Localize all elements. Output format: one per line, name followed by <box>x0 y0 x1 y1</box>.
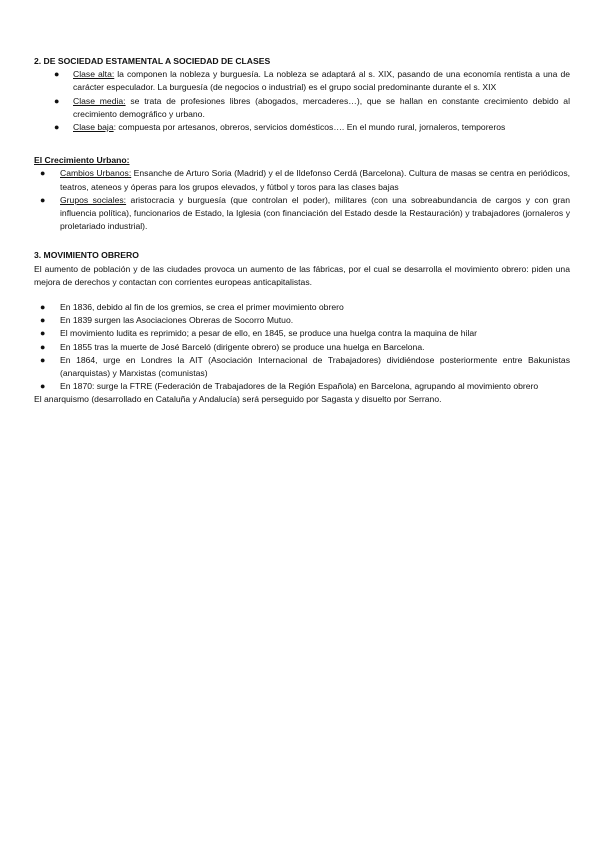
document-body <box>34 55 570 407</box>
list-item <box>34 301 570 314</box>
bullet-icon: ● <box>40 168 46 179</box>
list-item <box>34 341 570 354</box>
item-text: aristocracia y burguesía (que controlan el poder), militares (con una sobreabundancia de cargos y con gran influencia política), funcionarios de Estado, la Iglesia (con financiación del Estado desde la Restauración) y trabajadores (jornaleros y proletariado industrial). <box>60 194 570 232</box>
bullet-icon: ● <box>54 95 60 106</box>
bullet-icon: ● <box>40 341 46 352</box>
bullet-icon: ● <box>54 69 60 80</box>
bullet-icon: ● <box>40 328 46 339</box>
item-text: Ensanche de Arturo Soria (Madrid) y el de Ildefonso Cerdá (Barcelona). Cultura de masas se centra en periódicos, teatros, ateneos y óperas para los grupos elevados, y fútbol y toros para las clases bajas <box>60 168 571 192</box>
list-item <box>34 95 570 121</box>
item-text: En 1855 tras la muerte de José Barceló (dirigente obrero) se produce una huelga en Barcelona. <box>60 341 425 352</box>
item-term: Cambios Urbanos: <box>60 168 132 179</box>
list-item <box>34 314 570 327</box>
list-item <box>34 121 570 134</box>
social-classes-list <box>34 68 570 134</box>
section-3-intro: El aumento de población y de las ciudades provoca un aumento de las fábricas, por el cual se desarrolla el movimiento obrero: piden una mejora de derechos y contactan con corrientes europeas anticapitalistas. <box>34 263 570 287</box>
workers-movement-list <box>34 301 570 393</box>
item-text: : compuesta por artesanos, obreros, servicios domésticos…. En el mundo rural, jornaleros, temporeros <box>113 122 506 133</box>
item-text: se trata de profesiones libres (abogados, mercaderes…), que se hallan en constante crecimiento debido al crecimiento demográfico y urbano. <box>73 95 570 119</box>
list-item <box>34 68 570 94</box>
list-item <box>34 194 570 234</box>
item-text: En 1839 surgen las Asociaciones Obreras de Socorro Mutuo. <box>60 315 294 326</box>
item-text: En 1864, urge en Londres la AIT (Asociación Internacional de Trabajadores) dividiéndose posteriormente entre Bakunistas (anarquistas) y Marxistas (comunistas) <box>60 354 570 379</box>
urban-growth-list <box>34 167 570 233</box>
item-text: El movimiento ludita es reprimido; a pesar de ello, en 1845, se produce una huelga contra la maquina de hilar <box>60 328 478 339</box>
bullet-icon: ● <box>54 122 60 133</box>
section-2-heading: 2. DE SOCIEDAD ESTAMENTAL A SOCIEDAD DE CLASES <box>34 56 271 66</box>
item-text: En 1836, debido al fin de los gremios, se crea el primer movimiento obrero <box>60 302 344 313</box>
list-item <box>34 327 570 340</box>
urban-growth-heading: El Crecimiento Urbano: <box>34 155 130 166</box>
item-term: Clase media: <box>73 95 126 106</box>
item-term: Clase alta: <box>73 69 115 80</box>
item-term: Clase baja <box>73 122 114 133</box>
list-item <box>34 354 570 380</box>
bullet-icon: ● <box>40 354 46 365</box>
list-item <box>34 380 570 393</box>
bullet-icon: ● <box>40 315 46 326</box>
section-3-closing: El anarquismo (desarrollado en Cataluña y Andalucía) será perseguido por Sagasta y disuelto por Serrano. <box>34 394 442 405</box>
list-item <box>34 167 570 193</box>
bullet-icon: ● <box>40 381 46 392</box>
item-text: la componen la nobleza y burguesía. La nobleza se adaptará al s. XIX, pasando de una economía rentista a una de carácter especulador. La burguesía (de negocios o industrial) es el grupo social predominante durante el s. XIX <box>73 69 571 93</box>
bullet-icon: ● <box>40 302 46 313</box>
item-text: En 1870: surge la FTRE (Federación de Trabajadores de la Región Española) en Barcelona, agrupando al movimiento obrero <box>60 381 539 392</box>
section-3-heading: 3. MOVIMIENTO OBRERO <box>34 250 139 261</box>
bullet-icon: ● <box>40 194 46 205</box>
item-term: Grupos sociales: <box>60 194 127 205</box>
